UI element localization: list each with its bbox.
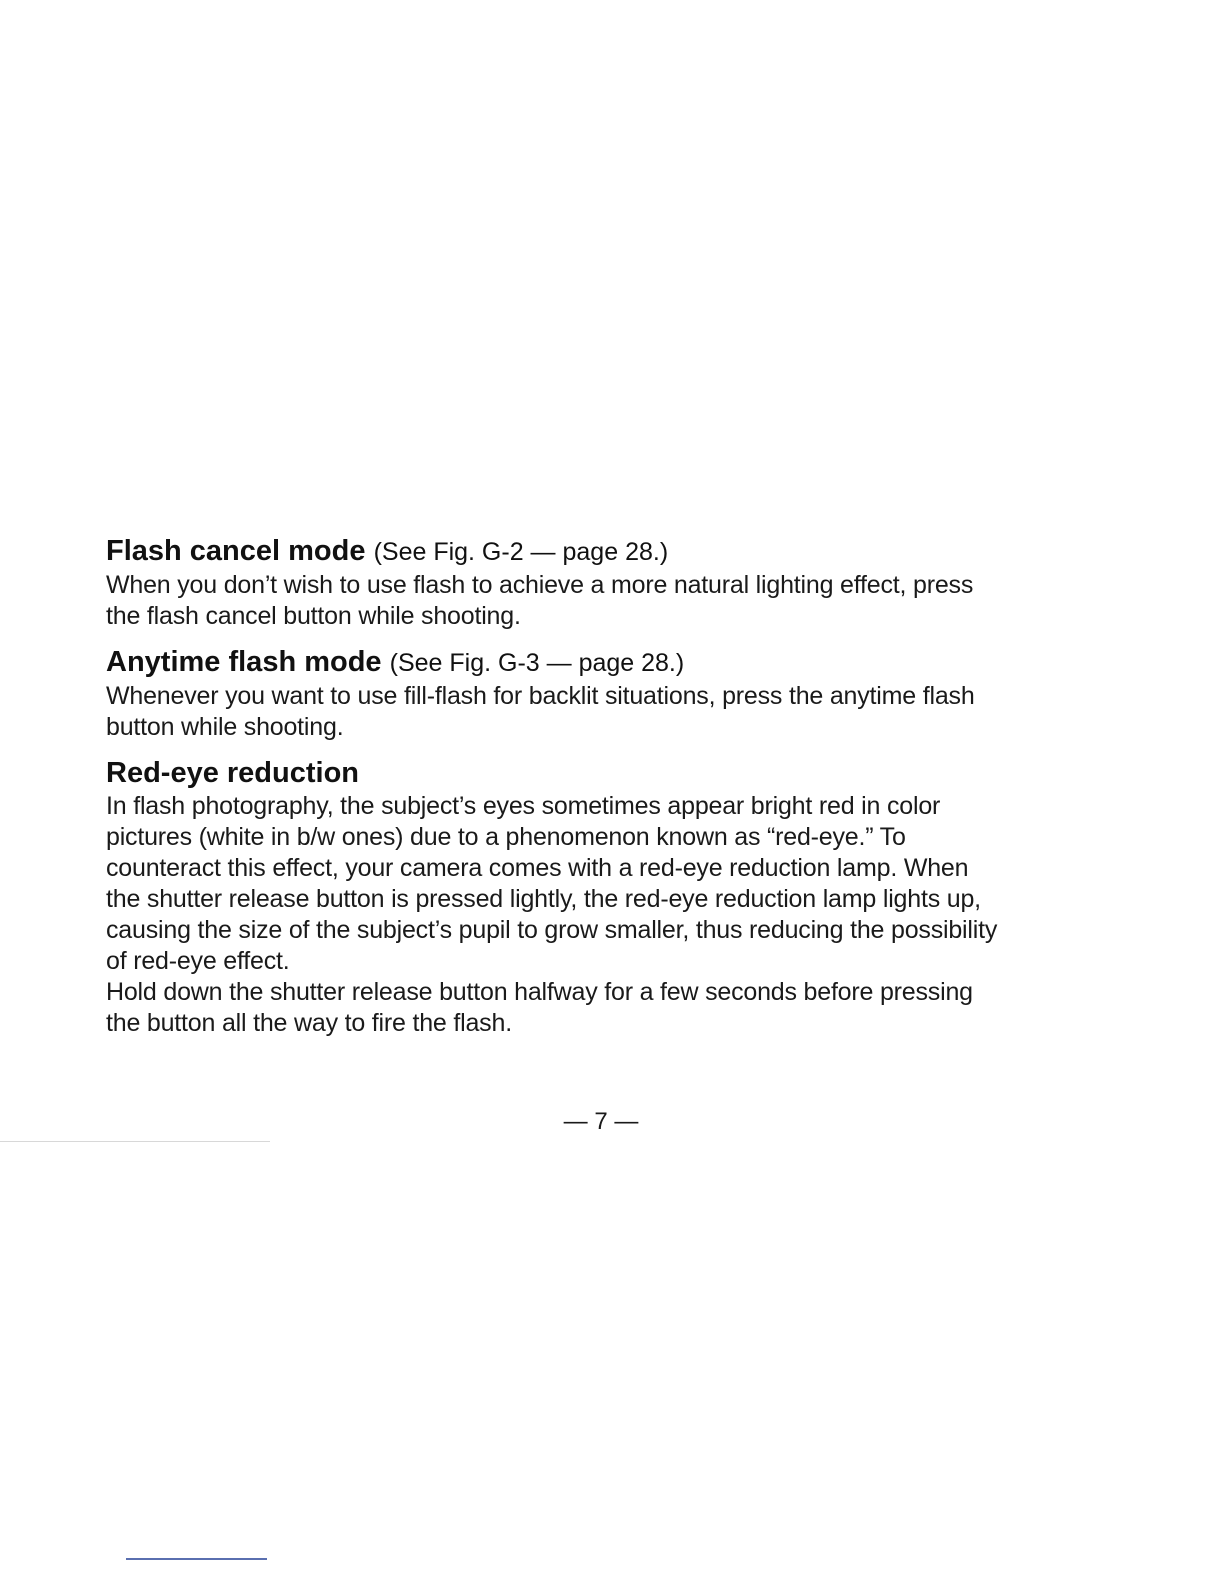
page-number: — 7 —: [563, 1108, 639, 1135]
section-paragraph: [106, 791, 1106, 1039]
section-paragraph: [106, 681, 1106, 743]
text-line: the shutter release button is pressed lightly, the red-eye reduction lamp lights up,: [106, 885, 981, 913]
text-line: counteract this effect, your camera comes with a red-eye reduction lamp. When: [106, 854, 969, 882]
section-anytime-flash-mode: [106, 644, 1106, 743]
page-content: [106, 533, 1106, 1051]
text-line: When you don’t wish to use flash to achieve a more natural lighting effect, press: [106, 571, 974, 599]
text-line: button while shooting.: [106, 713, 344, 741]
text-line: of red-eye effect.: [106, 947, 290, 975]
section-heading: [106, 755, 1106, 791]
section-heading: [106, 644, 1106, 681]
section-flash-cancel-mode: [106, 533, 1106, 632]
text-line: Hold down the shutter release button halfway for a few seconds before pressing: [106, 978, 973, 1006]
scan-edge-mark: [126, 1558, 267, 1560]
section-red-eye-reduction: [106, 755, 1106, 1039]
section-heading: [106, 533, 1106, 570]
scan-divider-line: [0, 1141, 270, 1142]
text-line: the flash cancel button while shooting.: [106, 602, 521, 630]
text-line: pictures (white in b/w ones) due to a phenomenon known as “red-eye.” To: [106, 823, 906, 851]
text-line: In flash photography, the subject’s eyes sometimes appear bright red in color: [106, 792, 941, 820]
heading-title: Red-eye reduction: [106, 757, 359, 789]
figure-reference: (See Fig. G-3 — page 28.): [389, 649, 685, 677]
section-paragraph: [106, 570, 1106, 632]
heading-title: Flash cancel mode: [106, 535, 366, 567]
text-line: the button all the way to fire the flash.: [106, 1009, 512, 1037]
heading-title: Anytime flash mode: [106, 646, 382, 678]
figure-reference: (See Fig. G-2 — page 28.): [373, 538, 669, 566]
text-line: causing the size of the subject’s pupil to grow smaller, thus reducing the possibility: [106, 916, 998, 944]
text-line: Whenever you want to use fill-flash for backlit situations, press the anytime flash: [106, 682, 975, 710]
